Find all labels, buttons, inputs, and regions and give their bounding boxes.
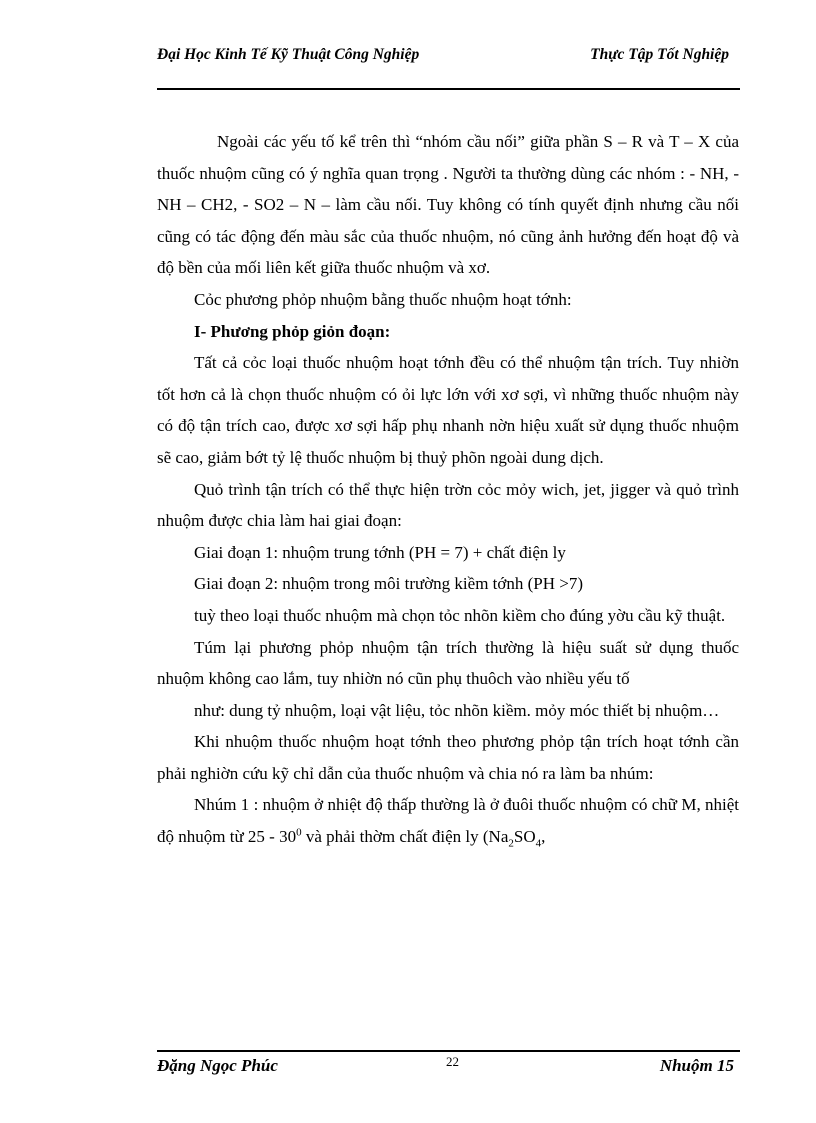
formula-subscript-2: 2 (508, 837, 514, 850)
footer-divider (157, 1050, 740, 1052)
group-1-text-b: và phải thờm chất điện ly (Na (301, 827, 509, 847)
paragraph-stage-1: Giai đoạn 1: nhuộm trung tớnh (PH = 7) + chất điện ly (194, 542, 566, 562)
paragraph-groups-intro: Khi nhuộm thuốc nhuộm hoạt tớnh theo phương phỏp tận trích hoạt tớnh cần phải nghiờn cứu kỹ chỉ dẫn của thuốc nhuộm và chia nó ra làm ba nhúm: (157, 732, 739, 783)
paragraph-summary: Túm lại phương phỏp nhuộm tận trích thường là hiệu suất sử dụng thuốc nhuộm không cao lắm, tuy nhiờn nó cũn phụ thuôch vào nhiều yếu tố (157, 637, 739, 689)
paragraph-factors: như: dung tỷ nhuộm, loại vật liệu, tỏc nhõn kiềm. mỏy móc thiết bị nhuộm… (194, 700, 720, 720)
paragraph-methods-intro: Cỏc phương phỏp nhuộm bằng thuốc nhuộm hoạt tớnh: (194, 289, 572, 309)
paragraph-process: Quỏ trình tận trích có thể thực hiện trờn cỏc mỏy wich, jet, jigger và quỏ trình nhuộm được chia làm hai giai đoạn: (157, 479, 739, 531)
header-university: Đại Học Kinh Tế Kỹ Thuật Công Nghiệp (157, 46, 420, 63)
footer-author: Đặng Ngọc Phúc (157, 1056, 278, 1075)
header-divider (157, 88, 740, 90)
section-heading: I- Phương phỏp giỏn đoạn: (194, 321, 391, 341)
paragraph-stage-2: Giai đoạn 2: nhuộm trong môi trường kiềm tớnh (PH >7) (194, 574, 584, 594)
formula-subscript-4: 4 (535, 837, 542, 850)
footer-class: Nhuộm 15 (659, 1056, 734, 1075)
group-1-text-a: Nhúm 1 : nhuộm ở nhiệt độ thấp thường là ở đuôi thuốc nhuộm có chữ M, nhiệt độ nhuộm từ 25 - 30 (157, 795, 739, 847)
paragraph-exhaust-dyes: Tất cả cỏc loại thuốc nhuộm hoạt tớnh đều có thể nhuộm tận trích. Tuy nhiờn tốt hơn cả là chọn thuốc nhuộm có ỏi lực lớn với xơ sợi, vì những thuốc nhuộm này có độ tận trích cao, được xơ sợi hấp phụ nhanh nờn hiệu xuất sử dụng thuốc nhuộm sẽ cao, giảm bớt tỷ lệ thuốc nhuộm bị thuỷ phõn ngoài dung dịch. (157, 353, 739, 467)
page-footer (157, 1054, 740, 1080)
page-header (157, 46, 741, 72)
header-report-type: Thực Tập Tốt Nghiệp (590, 46, 729, 63)
paragraph-alkali: tuỳ theo loại thuốc nhuộm mà chọn tỏc nhõn kiềm cho đúng yờu cầu kỹ thuật. (194, 605, 726, 625)
page-number: 22 (446, 1054, 459, 1069)
degree-superscript: 0 (296, 826, 302, 839)
paragraph-group-1 (157, 789, 739, 852)
paragraph-bridge-groups: Ngoài các yếu tố kể trên thì “nhóm cầu nối” giữa phần S – R và T – X của thuốc nhuộm cũng có ý nghĩa quan trọng . Người ta thường dùng các nhóm : - NH, - NH – CH2, - SO2 – N – làm cầu nối. Tuy không có tính quyết định nhưng cầu nối cũng có tác động đến màu sắc của thuốc nhuộm, nó cũng ảnh hưởng đến hoạt độ và độ bền của mối liên kết giữa thuốc nhuộm và xơ. (157, 132, 739, 278)
group-1-text-c: SO (513, 827, 536, 847)
group-1-text-d: , (541, 827, 546, 847)
document-body (157, 126, 739, 853)
